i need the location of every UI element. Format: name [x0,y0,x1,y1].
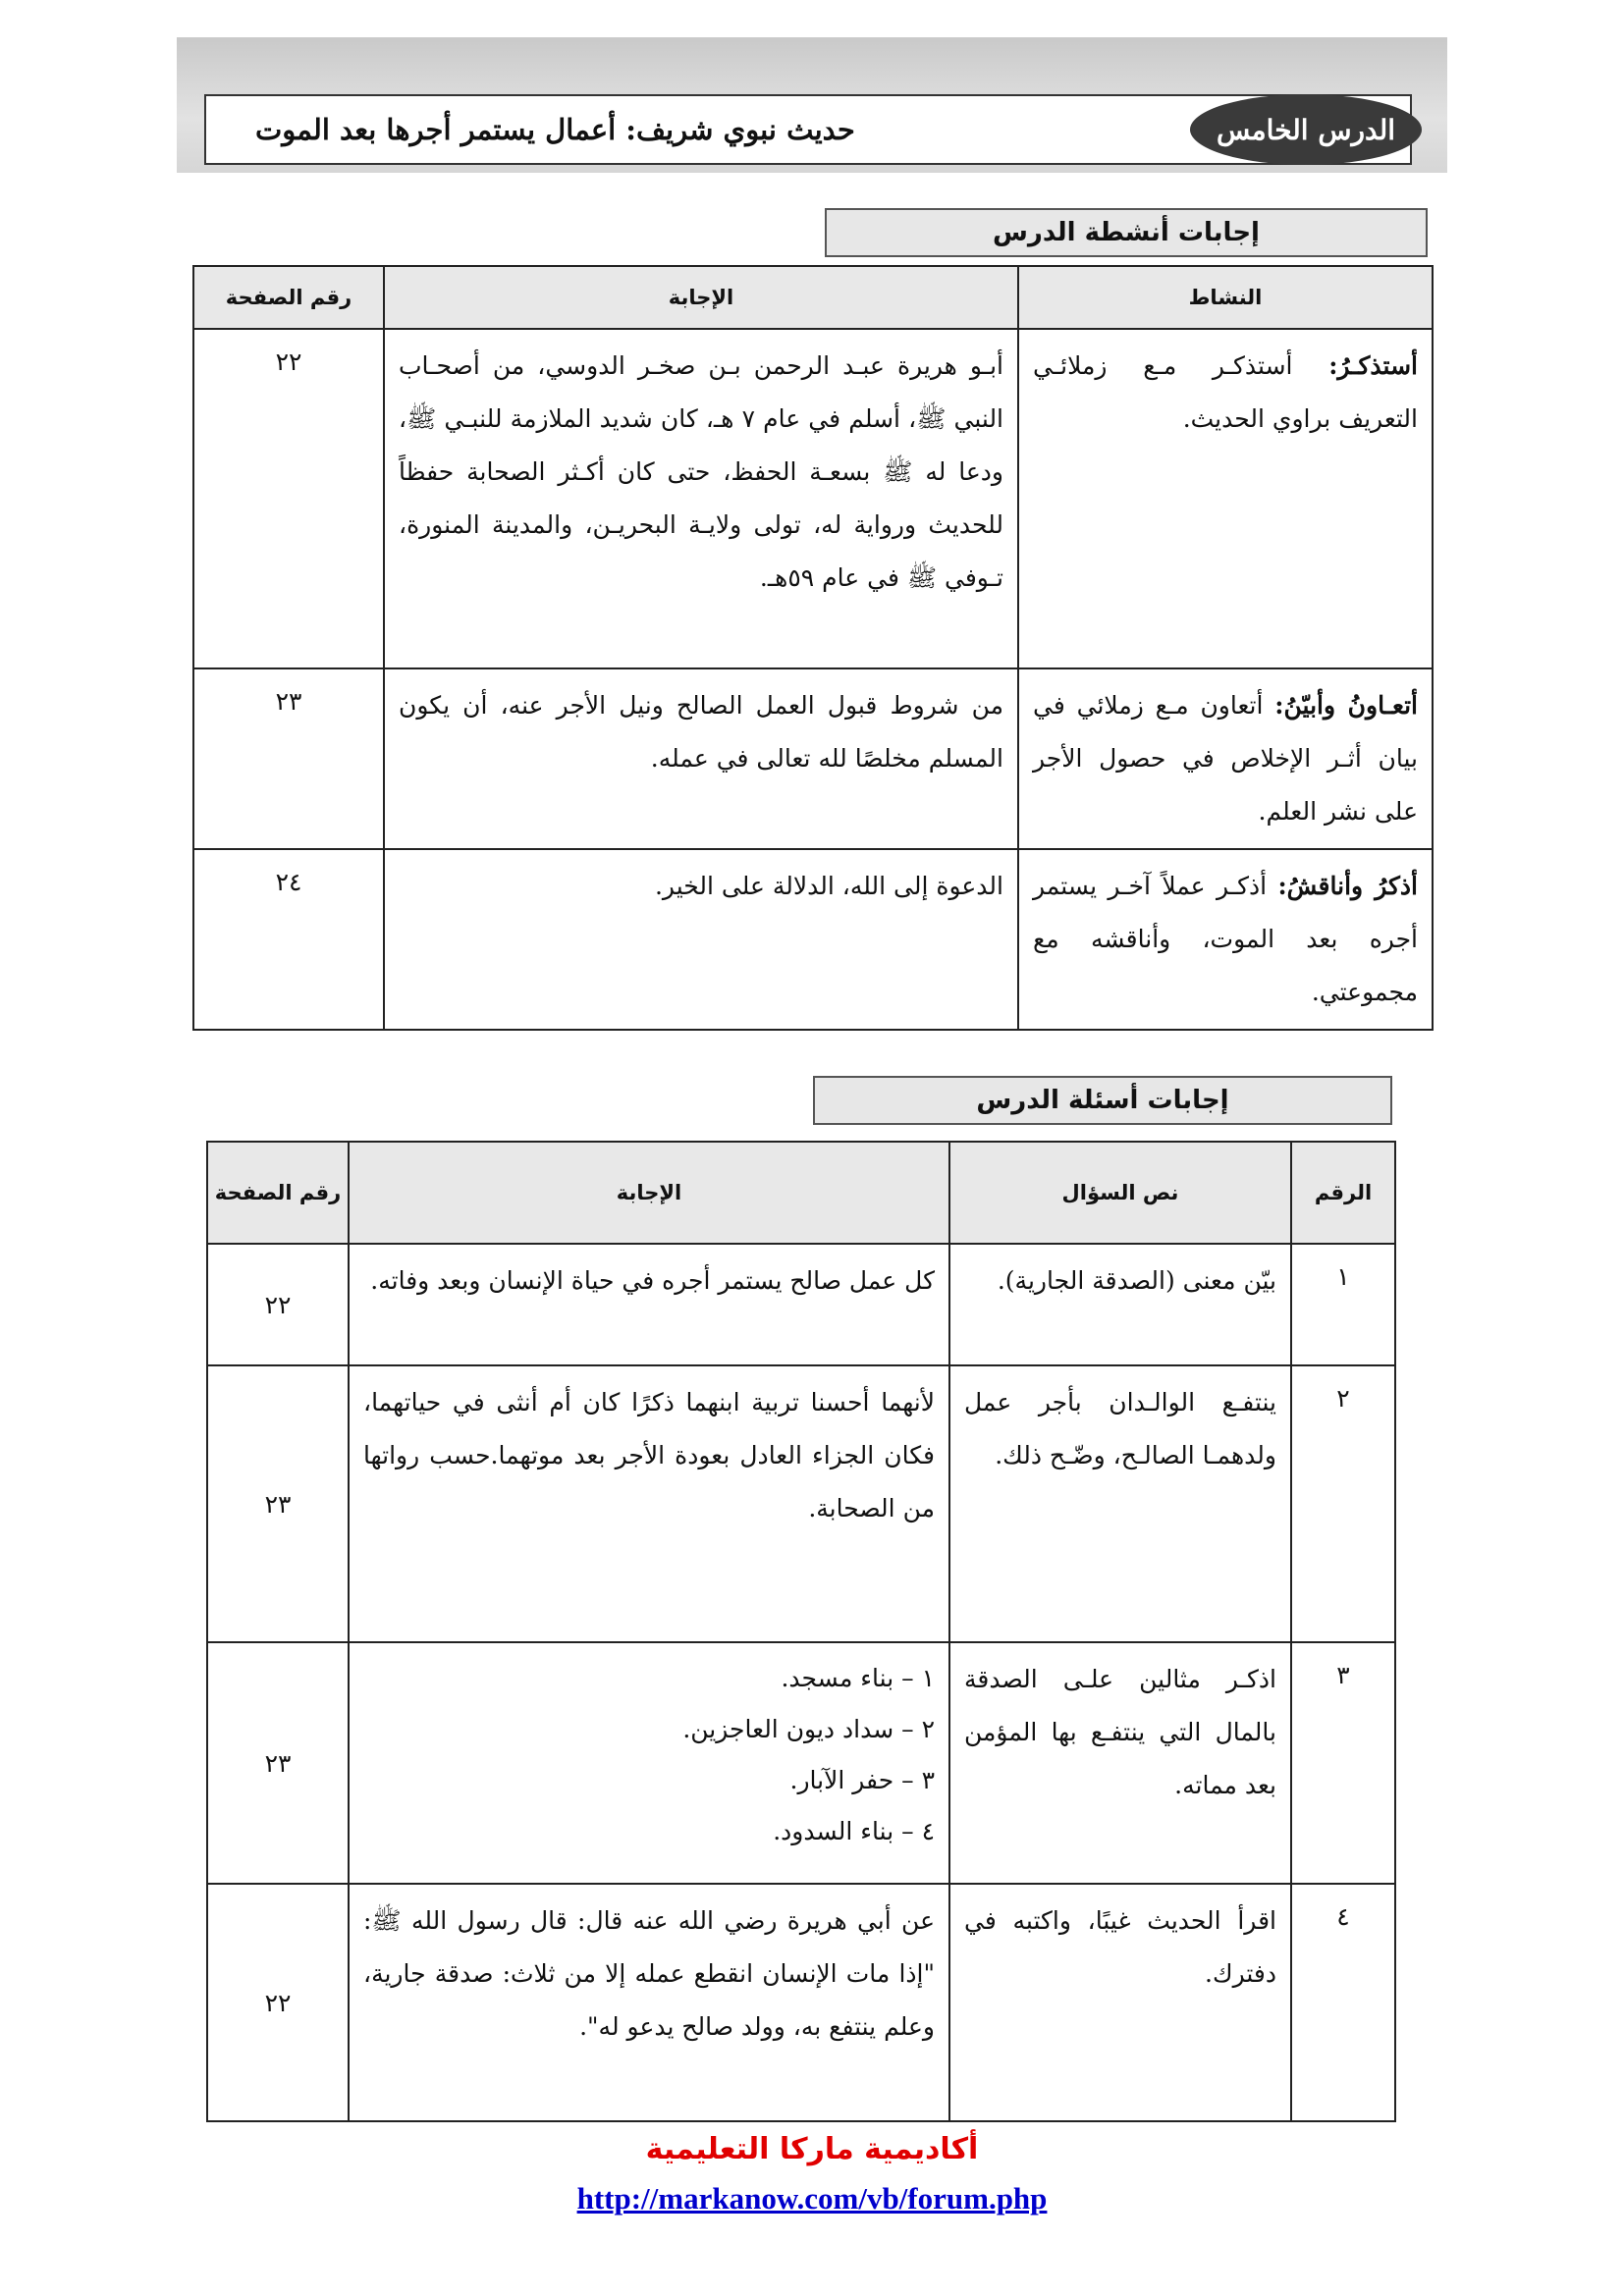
table-row [193,329,1433,668]
questions-header-row [207,1142,1395,1244]
activity-lead: أتعـاونُ وأبيّنُ: [1274,691,1418,720]
answer-text: كل عمل صالح يستمر أجره في حياة الإنسان وبعد وفاته. [370,1266,935,1295]
page-number: ٢٢ [193,329,384,668]
lesson-label-badge: الدرس الخامس [1190,94,1422,165]
page-number: ٢٤ [193,849,384,1030]
answer-text: أبـو هريرة عبـد الرحمن بـن صخـر الدوسي، من أصحـاب النبي ﷺ، أسلم في عام ٧ هـ، كان شديد الملازمة للنبـي ﷺ، ودعا له ﷺ بسعـة الحفظ، حتى كان أكـثر الصحابة حفظاً للحديث ورواية له، تولى ولايـة البحريـن، والمدينة المنورة، تـوفي ﷺ في عام ٥٩هـ. [399,351,1004,592]
question-cell [949,1244,1291,1365]
activities-header-row [193,266,1433,329]
list-item: ٤ – بناء السدود. [773,1817,935,1845]
col-header-page: رقم الصفحة [207,1142,349,1244]
page-number: ٢٣ [193,668,384,849]
page-number: ٢٣ [207,1642,349,1884]
answer-cell [349,1642,949,1884]
question-text: اقرأ الحديث غيبًا، واكتبه في دفترك. [964,1906,1276,1988]
table-row [193,849,1433,1030]
answer-cell [384,329,1018,668]
question-cell [949,1642,1291,1884]
lesson-title: حديث نبوي شريف: أعمال يستمر أجرها بعد الموت [255,113,855,146]
activity-cell [1018,329,1433,668]
questions-table [206,1141,1396,2122]
answer-text: عن أبي هريرة رضي الله عنه قال: قال رسول الله ﷺ: "إذا مات الإنسان انقطع عمله إلا من ثلاث: صدقة جارية، وعلم ينتفع به، وولد صالح يدعو له". [363,1906,935,2041]
activity-text: أستذكـر مـع زملائـي التعريف براوي الحديث. [1033,351,1418,433]
table-row [207,1365,1395,1642]
list-item: ١ – بناء مسجد. [781,1664,935,1692]
activities-table [192,265,1434,1031]
col-header-answer: الإجابة [384,266,1018,329]
page-number: ٢٢ [207,1884,349,2121]
page-number: ٢٣ [207,1365,349,1642]
col-header-number: الرقم [1291,1142,1395,1244]
question-text: ينتفـع الوالـدان بأجر عمل ولدهمـا الصالـح، وضّـح ذلك. [964,1388,1276,1469]
page-number: ٢٢ [207,1244,349,1365]
col-header-question: نص السؤال [949,1142,1291,1244]
answer-list [350,1643,948,1867]
question-text: بيّن معنى (الصدقة الجارية). [997,1266,1276,1295]
forum-link[interactable]: http://markanow.com/vb/forum.php [576,2181,1048,2216]
question-cell [949,1365,1291,1642]
col-header-activity: النشاط [1018,266,1433,329]
activities-heading: إجابات أنشطة الدرس [825,208,1428,257]
activity-lead: أذكرُ وأناقشُ: [1277,872,1419,900]
answer-cell [384,849,1018,1030]
table-row [207,1244,1395,1365]
answer-text: لأنهما أحسنا تربية ابنهما ذكرًا كان أم أنثى في حياتهما، فكان الجزاء العادل بعودة الأجر بعد موتهما.حسب رواتها من الصحابة. [363,1388,935,1522]
question-number: ٣ [1291,1642,1395,1884]
answer-text: الدعوة إلى الله، الدلالة على الخير. [654,872,1003,900]
activity-text: أذكـر عملاً آخـر يستمر أجره بعد الموت، وأناقشه مع مجموعتي. [1033,872,1418,1006]
table-row [207,1642,1395,1884]
answer-text: من شروط قبول العمل الصالح ونيل الأجر عنه، أن يكون المسلم مخلصًا لله تعالى في عمله. [399,691,1003,773]
activity-cell [1018,668,1433,849]
activity-cell [1018,849,1433,1030]
question-number: ٢ [1291,1365,1395,1642]
table-row [193,668,1433,849]
academy-name: أكاديمية ماركا التعليمية [645,2132,979,2166]
answer-cell [349,1884,949,2121]
question-number: ٤ [1291,1884,1395,2121]
question-text: اذكـر مثالين علـى الصدقة بالمال التي ينتفـع بها المؤمن بعد مماته. [964,1665,1276,1799]
answer-cell [384,668,1018,849]
question-cell [949,1884,1291,2121]
table-row [207,1884,1395,2121]
questions-heading: إجابات أسئلة الدرس [813,1076,1392,1125]
answer-cell [349,1365,949,1642]
list-item: ٢ – سداد ديون العاجزين. [682,1715,935,1743]
activity-lead: أستذكـرُ: [1328,351,1418,380]
answer-cell [349,1244,949,1365]
activity-text: أتعاون مـع زملائي في بيان أثـر الإخلاص في حصول الأجر على نشر العلم. [1033,691,1418,826]
list-item: ٣ – حفر الآبار. [789,1766,935,1794]
question-number: ١ [1291,1244,1395,1365]
col-header-page: رقم الصفحة [193,266,384,329]
col-header-answer: الإجابة [349,1142,949,1244]
